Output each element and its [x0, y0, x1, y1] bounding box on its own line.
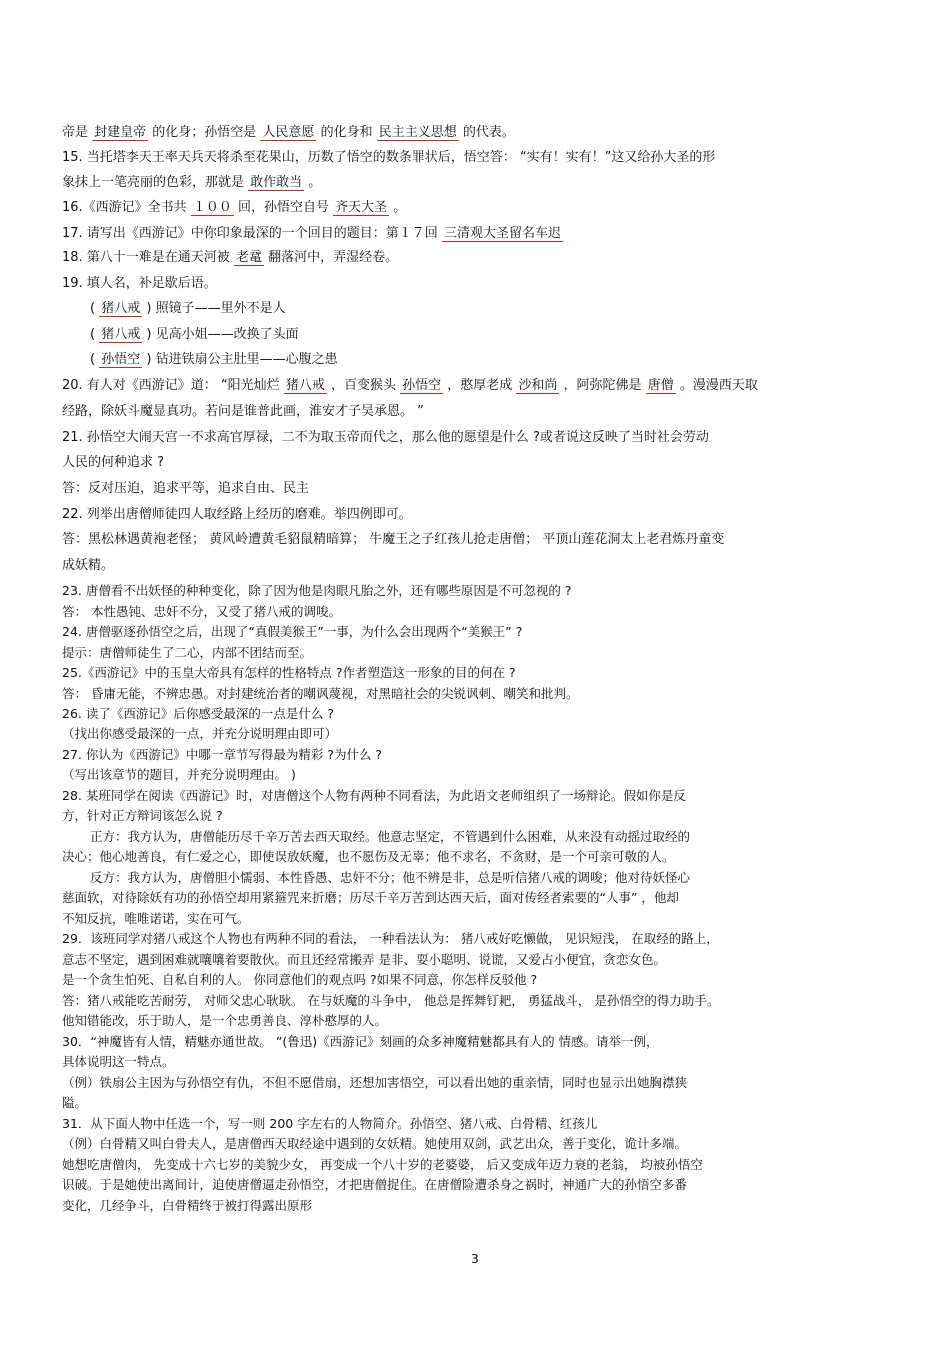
text-line [62, 1177, 687, 1193]
text-line [62, 378, 758, 394]
text-run: 。 [389, 200, 407, 215]
text-run: 方，针对正方辩词该怎么说 ? [62, 808, 223, 823]
text-run: ，阿弥陀佛是 [559, 378, 646, 393]
text-line [62, 150, 715, 166]
text-line [62, 706, 334, 722]
text-run: 的化身和 [316, 125, 377, 140]
text-line [62, 250, 398, 266]
text-line [62, 788, 686, 804]
text-line [62, 532, 724, 548]
text-run: 答：黑松林遇黄袍老怪； 黄风岭遭黄毛貂鼠精暗算； 牛魔王之子红孩儿抢走唐僧； 平顶山莲花洞太上老君炼丹童变 [62, 532, 725, 547]
text-line [62, 1095, 87, 1111]
text-line [62, 404, 424, 420]
text-run: 答： 本性愚钝、忠奸不分，又受了猪八戒的调唆。 [62, 604, 341, 619]
text-line [90, 870, 690, 886]
text-line [62, 583, 571, 599]
text-line [62, 747, 382, 763]
text-line [62, 931, 719, 947]
text-run: 20. 有人对《西游记》道： “阳光灿烂 [62, 378, 284, 393]
text-line [62, 1054, 175, 1070]
text-line [62, 911, 250, 927]
text-run: 。 [304, 175, 322, 190]
text-run: 17. 请写出《西游记》中你印象最深的一个回目的题目：第１７回 [62, 226, 442, 241]
text-run: 19. 填人名，补足歇后语。 [62, 276, 217, 291]
text-line [62, 1013, 387, 1029]
text-line [62, 993, 719, 1009]
answer-fill: １００ [192, 200, 232, 215]
text-run: ，憨厚老成 [443, 378, 517, 393]
text-run: 识破。于是她使出离间计，迫使唐僧逼走孙悟空，才把唐僧捉住。在唐僧险遭杀身之祸时，神通广大的孙悟空多番 [62, 1177, 688, 1192]
text-run: 答：猪八戒能吃苦耐劳， 对师父忠心耿耿。 在与妖魔的斗争中， 他总是挥舞钉耙， 勇猛战斗， 是孙悟空的得力助手。 [62, 993, 720, 1008]
text-run: （写出该章节的题目，并充分说明理由。 ) [62, 767, 296, 782]
answer-fill: 猪八戒 [101, 327, 141, 342]
text-run: 24. 唐僧驱逐孙悟空之后，出现了“真假美猴王”一事，为什么会出现两个“美猴王” ? [62, 624, 523, 639]
text-line [62, 808, 223, 824]
text-line [62, 952, 666, 968]
text-run: （例）白骨精又叫白骨夫人，是唐僧西天取经途中遇到的女妖精。她使用双剑，武艺出众，善于变化，诡计多端。 [62, 1136, 688, 1151]
text-run: 正方：我方认为，唐僧能历尽千辛万苦去西天取经。他意志坚定，不管遇到什么困难，从来没有动摇过取经的 [90, 829, 691, 844]
text-line [62, 1157, 703, 1173]
answer-fill: 猪八戒 [285, 378, 325, 393]
text-run: 31．从下面人物中任选一个，写一则 200 字左右的人物简介。孙悟空、猪八戒、白骨精、红孩儿 [62, 1116, 598, 1131]
text-line [62, 1075, 687, 1091]
text-line [62, 558, 114, 574]
text-run: 16.《西游记》全书共 [62, 200, 191, 215]
answer-fill: 孙悟空 [101, 352, 141, 367]
text-run: 意志不坚定，遇到困难就嚷嚷着要散伙。而且还经常搬弄 是非、耍小聪明、说谎，又爱占小便宜，贪恋女色。 [62, 952, 666, 967]
text-line [62, 226, 563, 242]
text-run: 23. 唐僧看不出妖怪的种种变化，除了因为他是肉眼凡胎之外，还有哪些原因是不可忽视的 ? [62, 583, 572, 598]
text-run: 回，孙悟空自号 [233, 200, 334, 215]
answer-fill: 人民意愿 [262, 125, 315, 140]
answer-fill: 封建皇帝 [94, 125, 147, 140]
text-line [62, 1116, 597, 1132]
text-line [62, 890, 679, 906]
text-run: ( [90, 301, 100, 316]
text-run: 成妖精。 [62, 558, 115, 573]
text-run: 30．“神魔皆有人情，精魅亦通世故。 ”(鲁迅)《西游记》刻画的众多神魔精魅都具有人的 情感。请举一例， [62, 1034, 659, 1049]
text-line [62, 972, 537, 988]
text-line [62, 175, 321, 191]
text-line [62, 507, 412, 523]
text-run: 隘。 [62, 1095, 88, 1110]
answer-fill: 猪八戒 [101, 301, 141, 316]
text-line [62, 430, 709, 446]
text-run: 27. 你认为《西游记》中哪一章节写得最为精彩 ?为什么 ? [62, 747, 383, 762]
text-run: 反方：我方认为，唐僧胆小懦弱、本性昏愚、忠奸不分；他不辨是非，总是听信猪八戒的调唆；他对待妖怪心 [90, 870, 691, 885]
answer-fill: 敢作敢当 [250, 175, 303, 190]
text-run: 翻落河中，弄湿经卷。 [263, 250, 399, 265]
text-run: ，百变猴头 [326, 378, 401, 393]
answer-fill: 沙和尚 [518, 378, 558, 393]
text-line [62, 455, 164, 471]
text-run: （找出你感受最深的一点，并充分说明理由即可） [62, 726, 338, 741]
text-line [62, 1198, 312, 1214]
text-run: 他知错能改，乐于助人，是一个忠勇善良、淳朴憨厚的人。 [62, 1013, 388, 1028]
text-line [62, 481, 309, 497]
text-run: 决心；他心地善良，有仁爱之心，即使误放妖魔，也不愿伤及无辜；他不求名，不贪财，是一个可亲可敬的人。 [62, 849, 675, 864]
text-run: 象抹上一笔亮丽的色彩，那就是 [62, 175, 249, 190]
answer-fill: 唐僧 [647, 378, 674, 393]
text-run: ( [90, 352, 100, 367]
text-run: 的化身；孙悟空是 [148, 125, 261, 140]
text-line [62, 665, 516, 681]
text-line [62, 726, 337, 742]
page-number: 3 [471, 1252, 479, 1266]
text-run: 人民的何种追求 ? [62, 455, 165, 470]
text-run: 不知反抗，唯唯诺诺，实在可气。 [62, 911, 250, 926]
text-run: ) 见高小姐——改换了头面 [142, 327, 299, 342]
text-line [90, 301, 286, 317]
text-line [62, 1034, 659, 1050]
text-line [62, 1136, 687, 1152]
text-run: 她想吃唐僧肉， 先变成十六七岁的美貌少女， 再变成一个八十岁的老婆婆， 后又变成年迈力衰的老翁， 均被孙悟空 [62, 1157, 703, 1172]
text-run: 变化，几经争斗，白骨精终于被打得露出原形 [62, 1198, 313, 1213]
text-run: 是一个贪生怕死、自私自利的人。 你同意他们的观点吗 ?如果不同意，你怎样反驳他 ? [62, 972, 538, 987]
text-line [90, 829, 690, 845]
text-run: ) 照镜子——里外不是人 [142, 301, 286, 316]
text-line [62, 645, 312, 661]
text-run: 22. 列举出唐僧师徒四人取经路上经历的磨难。举四例即可。 [62, 507, 412, 522]
text-run: 18. 第八十一难是在通天河被 [62, 250, 234, 265]
text-line [62, 767, 296, 783]
text-line [62, 604, 341, 620]
answer-fill: 孙悟空 [402, 378, 442, 393]
text-line [90, 352, 338, 368]
answer-fill: 三清观大圣留名车迟 [443, 226, 561, 241]
text-run: 帝是 [62, 125, 93, 140]
answer-fill: 民主主义思想 [378, 125, 457, 140]
text-run: （例）铁扇公主因为与孙悟空有仇，不但不愿借扇，还想加害悟空，可以看出她的重亲情，同时也显示出她胸襟狭 [62, 1075, 688, 1090]
text-line [62, 686, 578, 702]
text-line [62, 200, 406, 216]
text-run: 慈面软，对待除妖有功的孙悟空却用紧箍咒来折磨；历尽千辛万苦到达西天后，面对传经者索要的“人事” ，他却 [62, 890, 679, 905]
text-line [90, 327, 299, 343]
text-run: 26. 读了《西游记》后你感受最深的一点是什么 ? [62, 706, 334, 721]
text-run: 经路，除妖斗魔显真功。若问是谁普此画，淮安才子吴承恩。 ” [62, 404, 424, 419]
text-line [62, 125, 515, 141]
text-line [62, 624, 522, 640]
text-run: ( [90, 327, 100, 342]
text-line [62, 276, 217, 292]
text-run: 15. 当托塔李天王率天兵天将杀至花果山，历数了悟空的数条罪状后，悟空答： “实有！实有！”这又给孙大圣的形 [62, 150, 716, 165]
text-line [62, 849, 675, 865]
answer-fill: 齐天大圣 [335, 200, 388, 215]
text-run: 提示：唐僧师徒生了二心，内部不团结而至。 [62, 645, 313, 660]
text-run: 28. 某班同学在阅读《西游记》时，对唐僧这个人物有两种不同看法，为此语文老师组织了一场辩论。假如你是反 [62, 788, 686, 803]
text-run: 答：反对压迫，追求平等，追求自由、民主 [62, 481, 310, 496]
text-run: 。漫漫西天取 [675, 378, 758, 393]
answer-fill: 老鼋 [235, 250, 262, 265]
text-run: 25.《西游记》中的玉皇大帝具有怎样的性格特点 ?作者塑造这一形象的目的何在 ? [62, 665, 516, 680]
text-run: 29．该班同学对猪八戒这个人物也有两种不同的看法， 一种看法认为： 猪八戒好吃懒做， 见识短浅， 在取经的路上， [62, 931, 719, 946]
text-run: 的代表。 [458, 125, 515, 140]
text-run: 具体说明这一特点。 [62, 1054, 175, 1069]
text-run: ) 钻进铁扇公主肚里——心腹之患 [142, 352, 338, 367]
text-run: 答： 昏庸无能，不辨忠愚。对封建统治者的嘲讽蔑视，对黑暗社会的尖锐讽刺、嘲笑和批判。 [62, 686, 579, 701]
text-run: 21. 孙悟空大闹天宫一不求高官厚禄，二不为取玉帝而代之，那么他的愿望是什么 ?或者说这反映了当时社会劳动 [62, 430, 709, 445]
